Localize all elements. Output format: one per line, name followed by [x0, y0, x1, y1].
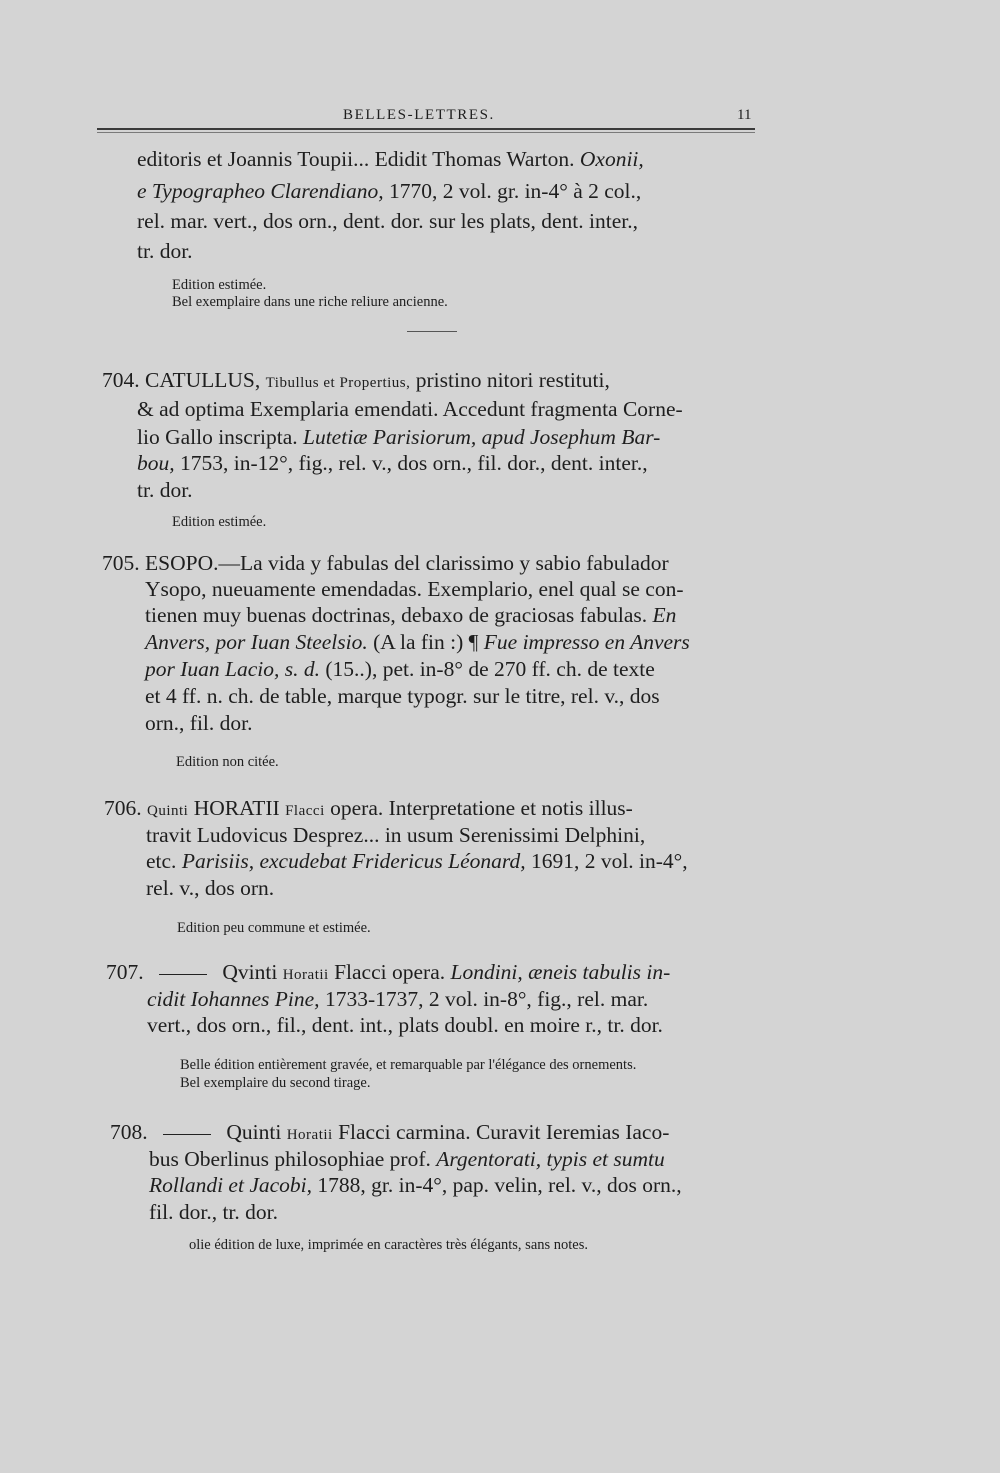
text-span: editoris et Joannis Toupii... Edidit Thomas Warton.	[137, 147, 575, 171]
imprint-italic: Rollandi et Jacobi,	[149, 1173, 313, 1197]
text-span: pristino nitori restituti,	[415, 368, 610, 392]
small-caps-text: Tibullus et Propertius,	[265, 375, 411, 391]
text-span: 1788, gr. in-4°, pap. velin, rel. v., dos orn.,	[317, 1173, 682, 1197]
text-line	[137, 147, 644, 172]
entry-number: 707.	[106, 960, 144, 984]
small-caps-text: Horatii	[286, 1127, 333, 1143]
text-line: tr. dor.	[137, 478, 193, 502]
text-span: Qvinti	[222, 960, 278, 984]
text-span: Flacci carmina. Curavit Ieremias Iaco-	[338, 1120, 670, 1144]
text-line: Ysopo, nueuamente emendadas. Exemplario, enel qual se con-	[145, 577, 684, 601]
imprint-italic: cidit Iohannes Pine,	[147, 987, 320, 1011]
author-name: CATULLUS,	[145, 368, 261, 392]
text-span: (15..), pet. in-8° de 270 ff. ch. de texte	[325, 657, 655, 681]
text-line	[149, 1147, 665, 1172]
imprint-italic: bou,	[137, 451, 175, 475]
section-separator	[407, 331, 457, 332]
ditto-dash	[159, 974, 207, 975]
imprint-italic: En	[652, 603, 677, 627]
text-span: bus Oberlinus philosophiae prof.	[149, 1147, 431, 1171]
text-line	[110, 1120, 669, 1145]
entry-note: Bel exemplaire dans une riche reliure ancienne.	[172, 294, 448, 310]
text-line	[146, 849, 688, 874]
text-span: tienen muy buenas doctrinas, debaxo de graciosas fabulas.	[145, 603, 648, 627]
page-number: 11	[737, 107, 752, 123]
entry-number: 706.	[104, 796, 142, 820]
author-name: HORATII	[193, 796, 280, 820]
entry-number: 705.	[102, 551, 140, 575]
text-span: Flacci opera.	[334, 960, 446, 984]
imprint-italic: Anvers, por Iuan Steelsio.	[145, 630, 368, 654]
header-rule	[97, 128, 755, 130]
small-caps-text: Flacci	[285, 803, 325, 819]
text-span: (A la fin :) ¶	[373, 630, 479, 654]
entry-note: Edition non citée.	[176, 754, 279, 770]
text-line	[145, 657, 655, 682]
text-line: & ad optima Exemplaria emendati. Accedunt fragmenta Corne-	[137, 397, 683, 421]
text-line	[137, 425, 660, 450]
text-line: rel. v., dos orn.	[146, 876, 275, 900]
text-span: opera. Interpretatione et notis illus-	[330, 796, 633, 820]
text-span: 1733-1737, 2 vol. in-8°, fig., rel. mar.	[324, 987, 649, 1011]
text-span: 1691, 2 vol. in-4°,	[530, 849, 688, 873]
running-header-title: BELLES-LETTRES.	[343, 107, 495, 123]
text-line	[145, 603, 676, 628]
imprint-italic: Lutetiæ Parisiorum, apud Josephum Bar-	[303, 425, 661, 449]
text-line: rel. mar. vert., dos orn., dent. dor. sur les plats, dent. inter.,	[137, 209, 638, 233]
entry-number: 704.	[102, 368, 140, 392]
imprint-italic: Argentorati, typis et sumtu	[436, 1147, 665, 1171]
text-line	[137, 179, 641, 204]
entry-note: Edition estimée.	[172, 514, 267, 530]
entry-note: olie édition de luxe, imprimée en caractères très élégants, sans notes.	[189, 1237, 589, 1253]
imprint-italic: Oxonii,	[579, 147, 644, 171]
text-line	[102, 551, 669, 576]
entry-note: Edition estimée.	[172, 277, 267, 293]
text-line	[102, 368, 610, 393]
imprint-italic: Parisiis, excudebat Fridericus Léonard,	[181, 849, 526, 873]
text-line: et 4 ff. n. ch. de table, marque typogr. sur le titre, rel. v., dos	[145, 684, 660, 708]
text-span: ESOPO.—La vida y fabulas del clarissimo y sabio fabulador	[145, 551, 669, 575]
entry-note: Bel exemplaire du second tirage.	[180, 1075, 371, 1091]
imprint-italic: Londini, æneis tabulis in-	[450, 960, 671, 984]
imprint-italic: Fue impresso en Anvers	[483, 630, 690, 654]
ditto-dash	[163, 1134, 211, 1135]
small-caps-text: Horatii	[282, 967, 329, 983]
text-line: tr. dor.	[137, 239, 193, 263]
text-line	[145, 630, 690, 655]
imprint-italic: por Iuan Lacio, s. d.	[145, 657, 320, 681]
text-span: etc.	[146, 849, 177, 873]
text-line	[149, 1173, 682, 1198]
text-span: 1770, 2 vol. gr. in-4° à 2 col.,	[389, 179, 642, 203]
text-span: 1753, in-12°, fig., rel. v., dos orn., fil. dor., dent. inter.,	[180, 451, 648, 475]
entry-note: Belle édition entièrement gravée, et remarquable par l'élégance des ornements.	[180, 1057, 637, 1073]
text-line: travit Ludovicus Desprez... in usum Serenissimi Delphini,	[146, 823, 646, 847]
imprint-italic: e Typographeo Clarendiano,	[137, 179, 384, 203]
text-line	[104, 796, 633, 821]
text-span: Quinti	[226, 1120, 282, 1144]
text-line: vert., dos orn., fil., dent. int., plats doubl. en moire r., tr. dor.	[147, 1013, 663, 1037]
entry-note: Edition peu commune et estimée.	[177, 920, 371, 936]
text-line	[147, 987, 648, 1012]
text-line: fil. dor., tr. dor.	[149, 1200, 278, 1224]
small-caps-text: Quinti	[147, 803, 189, 819]
text-line	[106, 960, 670, 985]
header-rule-thin	[97, 132, 755, 133]
text-span: lio Gallo inscripta.	[137, 425, 298, 449]
text-line: orn., fil. dor.	[145, 711, 253, 735]
text-line	[137, 451, 648, 476]
entry-number: 708.	[110, 1120, 148, 1144]
